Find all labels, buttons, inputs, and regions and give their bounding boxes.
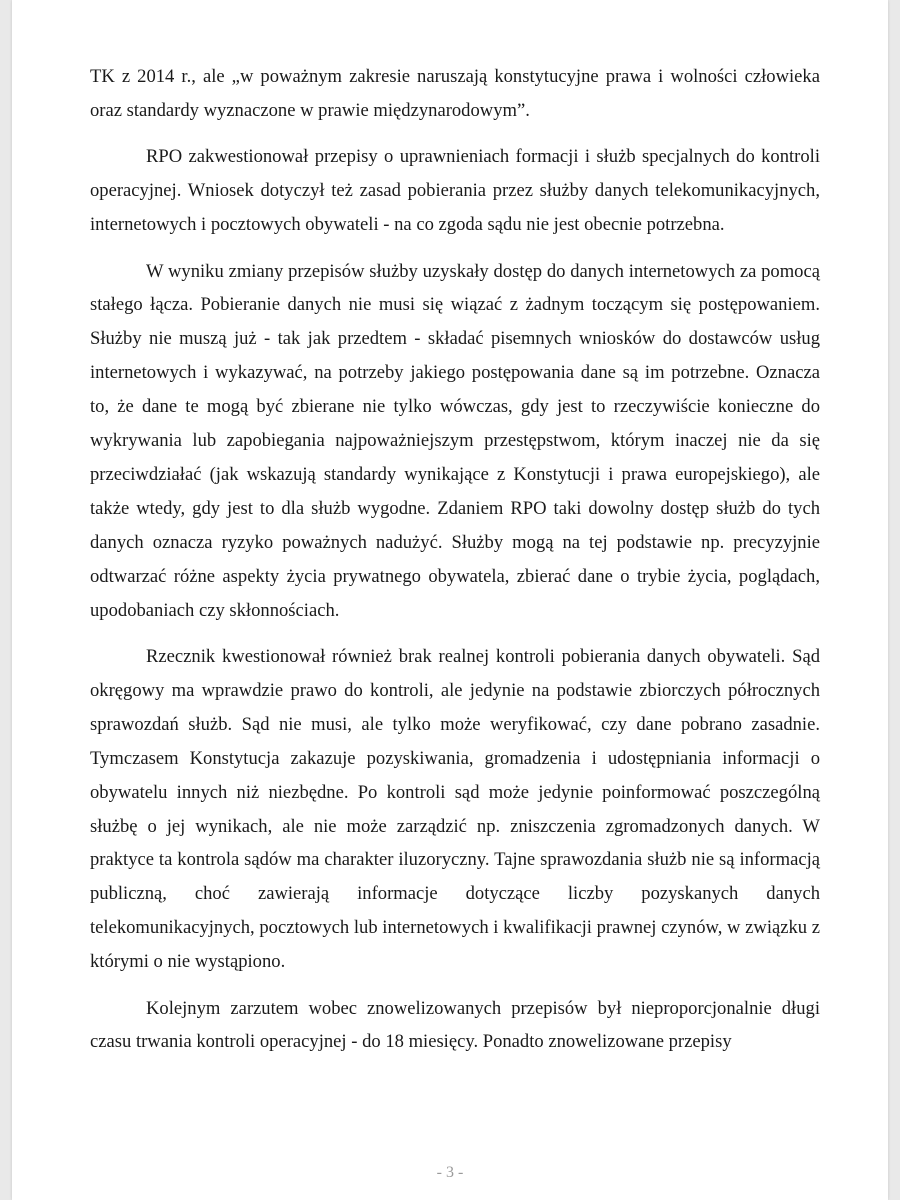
paragraph-internet-data-access: W wyniku zmiany przepisów służby uzyskały dostęp do danych internetowych za pomocą stałego łącza. Pobieranie danych nie musi się wiązać z żadnym toczącym się postępowaniem. Służby nie muszą już - tak jak przedtem - składać pisemnych wniosków do dostawców usług internetowych i wykazywać, na potrzeby jakiego postępowania dane są im potrzebne. Oznacza to, że dane te mogą być zbierane nie tylko wówczas, gdy jest to rzeczywiście konieczne do wykrywania lub zapobiegania najpoważniejszym przestępstwom, którym inaczej nie da się przeciwdziałać (jak wskazują standardy wynikające z Konstytucji i prawa europejskiego), ale także wtedy, gdy jest to dla służb wygodne. Zdaniem RPO taki dowolny dostęp służb do tych danych oznacza ryzyko poważnych nadużyć. Służby mogą na tej podstawie np. precyzyjnie odtwarzać różne aspekty życia prywatnego obywatela, zbierać dane o trybie życia, poglądach, upodobaniach czy skłonnościach. <box>90 260 820 621</box>
document-page <box>12 0 888 1200</box>
paragraph-court-control: Rzecznik kwestionował również brak realnej kontroli pobierania danych obywateli. Sąd okręgowy ma wprawdzie prawo do kontroli, ale jedynie na podstawie zbiorczych półrocznych sprawozdań służb. Sąd nie musi, ale tylko może weryfikować, czy dane pobrano zasadnie. Tymczasem Konstytucja zakazuje pozyskiwania, gromadzenia i udostępniania informacji o obywatelu innych niż niezbędne. Po kontroli sąd może jedynie poinformować poszczególną służbę o jej wynikach, ale nie może zarządzić np. zniszczenia zgromadzonych danych. W praktyce ta kontrola sądów ma charakter iluzoryczny. Tajne sprawozdania służb nie są informacją publiczną, choć zawierają informacje dotyczące liczby pozyskanych danych telekomunikacyjnych, pocztowych lub internetowych i kwalifikacji prawnej czynów, w związku z którymi o nie wystąpiono. <box>90 646 820 973</box>
page-number: - 3 - <box>436 1164 464 1181</box>
paragraph-rpo-challenge: RPO zakwestionował przepisy o uprawnieniach formacji i służb specjalnych do kontroli operacyjnej. Wniosek dotyczył też zasad pobierania przez służby danych telekomunikacyjnych, internetowych i pocztowych obywateli - na co zgoda sądu nie jest obecnie potrzebna. <box>90 146 820 236</box>
paragraph-continuation: TK z 2014 r., ale „w poważnym zakresie naruszają konstytucyjne prawa i wolności człowieka oraz standardy wyznaczone w prawie międzynarodowym”. <box>90 66 820 121</box>
paragraph-control-duration: Kolejnym zarzutem wobec znowelizowanych przepisów był nieproporcjonalnie długi czasu trwania kontroli operacyjnej - do 18 miesięcy. Ponadto znowelizowane przepisy <box>90 997 820 1053</box>
document-body <box>90 60 820 1072</box>
